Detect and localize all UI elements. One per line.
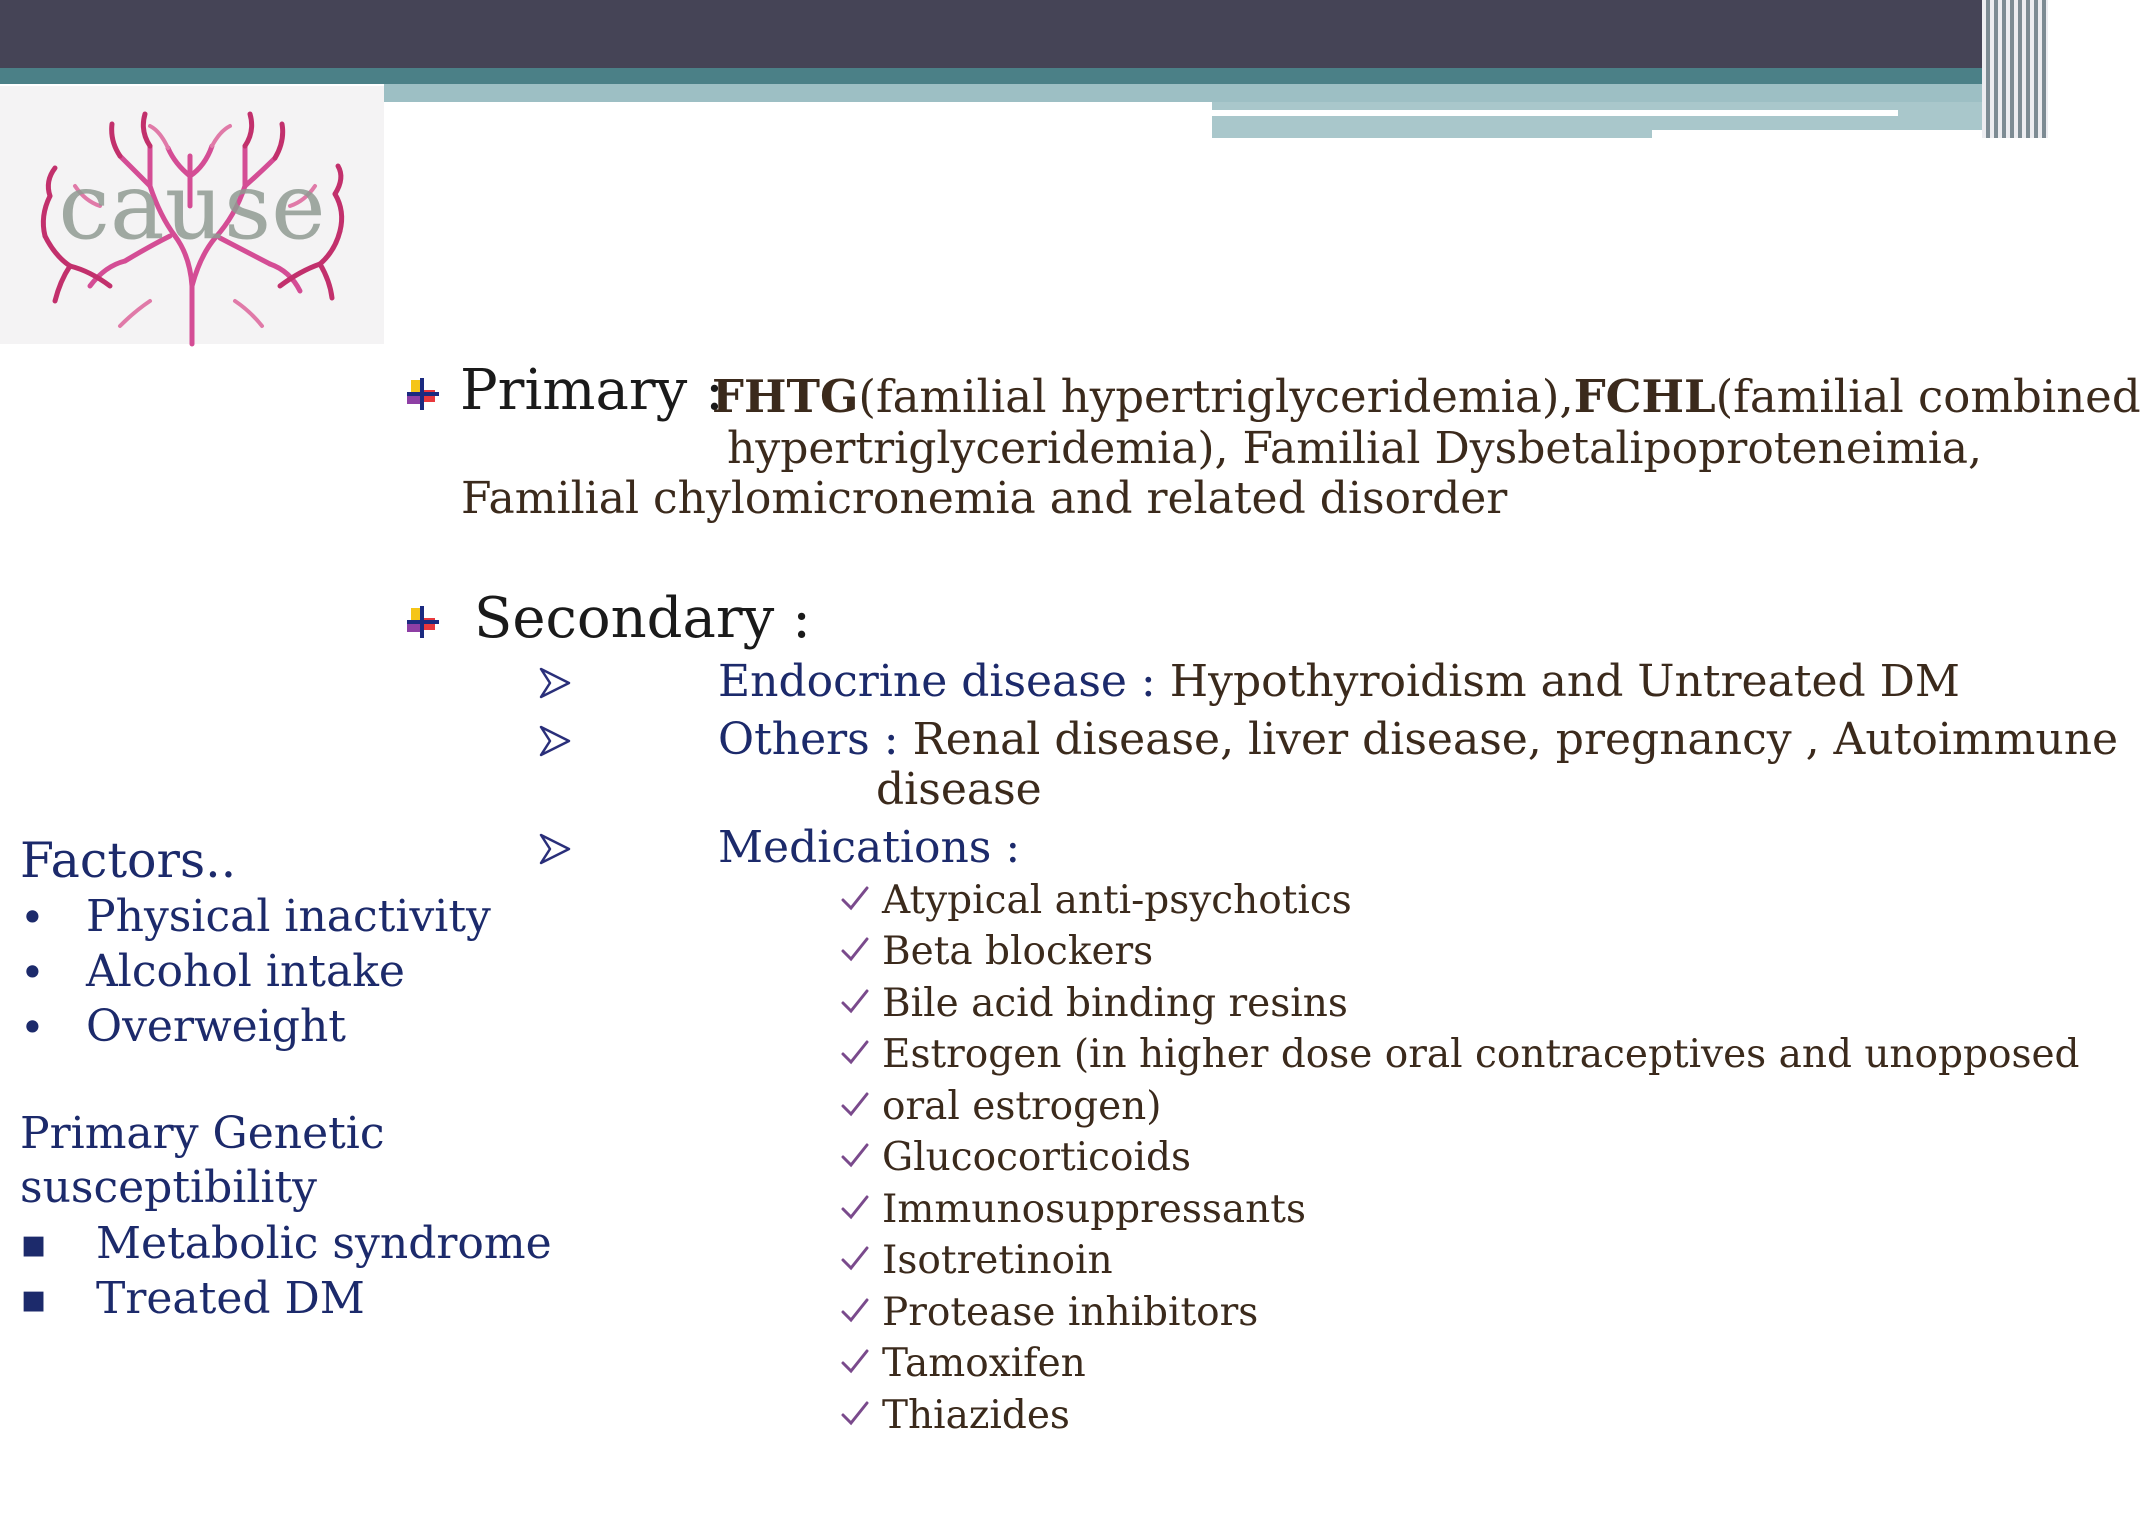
checkmark-icon [840,1399,870,1429]
fhtg-term: FHTG [712,370,859,423]
others-label: Others : [718,714,899,765]
accent-band-secondary [384,84,2048,102]
checkmark-icon [840,1244,870,1274]
corner-stripes [1982,0,2048,138]
primary-line-2: hypertriglyceridemia), Familial Dysbetalipoproteneimia, [727,423,1982,474]
checkmark-icon [840,1193,870,1223]
tree-icon [0,86,384,344]
fchl-term: FCHL [1573,370,1716,423]
others-item [718,714,2118,765]
secondary-bullet-icon [403,602,443,642]
factor-bullet: • [20,1003,45,1052]
medication-item: Immunosuppressants [882,1187,1306,1232]
medication-item: Glucocorticoids [882,1135,1191,1180]
checkmark-icon [840,1141,870,1171]
medication-item: oral estrogen) [882,1084,1162,1129]
secondary-heading: Secondary : [474,586,811,651]
genetic-bullet: ▪ [20,1221,48,1267]
medication-item: Tamoxifen [882,1341,1086,1386]
accent-band-primary [0,68,2048,84]
factors-heading: Factors.. [20,832,237,889]
cause-logo [0,86,384,344]
checkmark-icon [840,884,870,914]
medication-item: Atypical anti-psychotics [882,878,1352,923]
checkmark-icon [840,935,870,965]
fchl-description: (familial combined [1715,370,2141,423]
others-value: Renal disease, liver disease, pregnancy , Autoimmune [912,714,2119,765]
fhtg-description: (familial hypertriglyceridemia), [858,370,1574,423]
factor-bullet: • [20,893,45,942]
endocrine-value: Hypothyroidism and Untreated DM [1169,656,1960,707]
primary-line-3: Familial chylomicronemia and related disorder [461,473,1508,524]
arrow-bullet-icon [538,666,572,700]
checkmark-icon [840,1347,870,1377]
primary-line-1 [712,370,2141,423]
medications-label: Medications : [718,822,1021,873]
checkmark-icon [840,1296,870,1326]
endocrine-item [718,656,1960,707]
checkmark-icon [840,1090,870,1120]
genetic-item: Treated DM [96,1273,365,1324]
genetic-heading-line-1: Primary Genetic [20,1108,385,1159]
endocrine-label: Endocrine disease : [718,656,1156,707]
primary-bullet-icon [403,374,443,414]
arrow-bullet-icon [538,724,572,758]
factor-item: Alcohol intake [86,946,405,997]
medication-item: Bile acid binding resins [882,981,1348,1026]
factor-item: Overweight [86,1001,346,1052]
genetic-heading-line-2: susceptibility [20,1162,318,1213]
arrow-bullet-icon [538,832,572,866]
medication-item: Isotretinoin [882,1238,1113,1283]
checkmark-icon [840,987,870,1017]
logo-text: cause [58,153,326,260]
title-bar [0,0,2048,68]
factor-bullet: • [20,948,45,997]
medication-item: Estrogen (in higher dose oral contraceptives and unopposed [882,1032,2080,1077]
others-continuation: disease [876,764,1042,815]
genetic-item: Metabolic syndrome [96,1218,552,1269]
accent-band-highlight [1212,110,1898,116]
factor-item: Physical inactivity [86,891,491,942]
medication-item: Beta blockers [882,929,1154,974]
checkmark-icon [840,1038,870,1068]
medication-item: Thiazides [882,1393,1070,1438]
medication-item: Protease inhibitors [882,1290,1259,1335]
genetic-bullet: ▪ [20,1276,48,1322]
primary-heading: Primary : [460,358,724,423]
